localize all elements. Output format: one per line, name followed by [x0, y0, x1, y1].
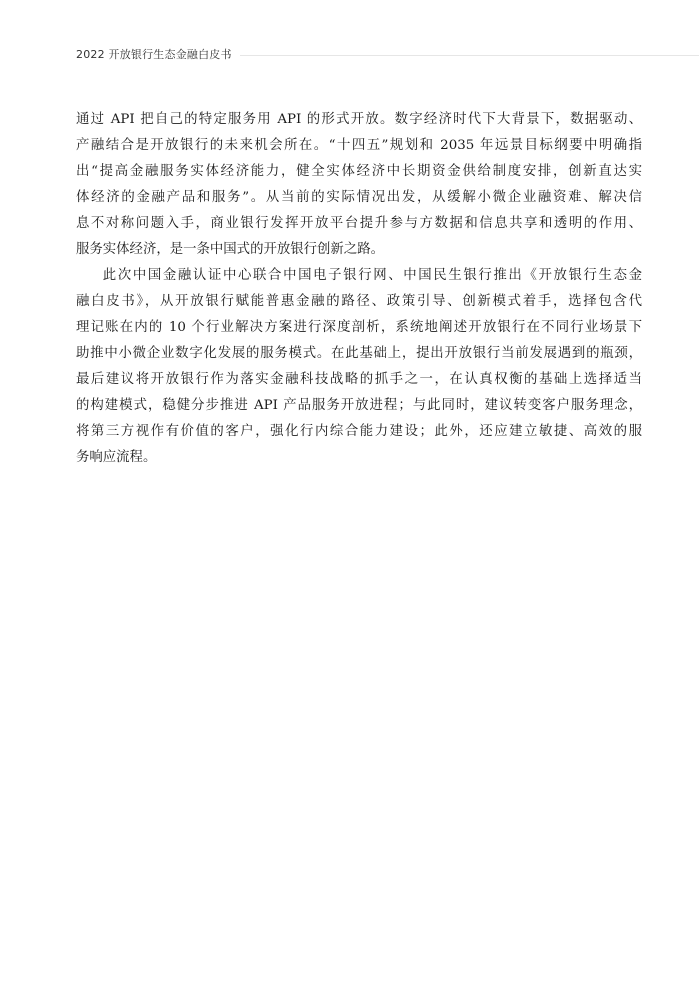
- paragraph-line: 的构建模式，稳健分步推进 API 产品服务开放进程；与此同时，建议转变客户服务理念，: [76, 398, 642, 413]
- paragraph-line: 助推中小微企业数字化发展的服务模式。在此基础上，提出开放银行当前发展遇到的瓶颈，: [76, 346, 642, 361]
- paragraph-line: 此次中国金融认证中心联合中国电子银行网、中国民生银行推出《开放银行生态金: [102, 268, 642, 283]
- paragraph-1: [76, 107, 642, 263]
- paragraph-line: 通过 API 把自己的特定服务用 API 的形式开放。数字经济时代下大背景下，数据驱动、: [76, 112, 642, 127]
- paragraph-line: 体经济的金融产品和服务”。从当前的实际情况出发，从缓解小微企业融资难、解决信: [76, 190, 642, 205]
- running-header-title: 2022 开放银行生态金融白皮书: [76, 48, 232, 61]
- paragraph-line: 产融结合是开放银行的未来机会所在。“十四五”规划和 2035 年远景目标纲要中明确指: [76, 138, 642, 153]
- paragraph-line: 息不对称问题入手，商业银行发挥开放平台提升参与方数据和信息共享和透明的作用、: [76, 216, 642, 231]
- header-divider: [240, 55, 699, 56]
- running-header: [76, 46, 699, 62]
- paragraph-line: 融白皮书》，从开放银行赋能普惠金融的路径、政策引导、创新模式着手，选择包含代: [76, 294, 642, 309]
- paragraph-line: 将第三方视作有价值的客户，强化行内综合能力建设；此外，还应建立敏捷、高效的服: [76, 424, 642, 439]
- paragraph-line: 理记账在内的 10 个行业解决方案进行深度剖析，系统地阐述开放银行在不同行业场景下: [76, 320, 642, 335]
- paragraph-2: [76, 263, 642, 471]
- paragraph-line: 服务实体经济，是一条中国式的开放银行创新之路。: [76, 242, 384, 257]
- body-text: [76, 107, 642, 471]
- paragraph-line: 务响应流程。: [76, 450, 157, 465]
- paragraph-line: 出“提高金融服务实体经济能力，健全实体经济中长期资金供给制度安排，创新直达实: [76, 164, 642, 179]
- paragraph-line: 最后建议将开放银行作为落实金融科技战略的抓手之一，在认真权衡的基础上选择适当: [76, 372, 642, 387]
